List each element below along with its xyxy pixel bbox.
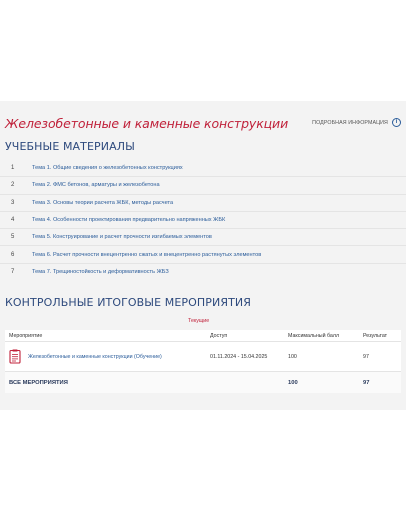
event-result: 97 (363, 353, 369, 360)
tab-current[interactable]: Текущие (188, 318, 210, 324)
material-number: 1 (11, 165, 15, 172)
material-row[interactable] (0, 229, 406, 246)
info-circle-icon[interactable]: i (392, 118, 401, 127)
col-access: Доступ (210, 332, 228, 339)
material-link[interactable]: Тема 3. Основы теории расчета ЖБК, методы расчета (32, 199, 174, 206)
col-result: Результат (363, 332, 388, 339)
course-header (5, 116, 401, 132)
event-max-score: 100 (288, 353, 297, 360)
details-link-label: ПОДРОБНАЯ ИНФОРМАЦИЯ (312, 119, 388, 126)
event-name-link[interactable]: Железобетонные и каменные конструкции (Обучение) (28, 353, 162, 360)
material-link[interactable]: Тема 2. ФМС бетонов, арматуры и железобетона (32, 182, 160, 189)
material-link[interactable]: Тема 1. Общие сведения о железобетонных конструкциях (32, 165, 183, 172)
material-row[interactable] (0, 195, 406, 212)
material-link[interactable]: Тема 4. Особенности проектирования предварительно напряженных ЖБК (32, 217, 226, 224)
material-row[interactable] (0, 177, 406, 194)
events-tabs (0, 318, 406, 330)
events-table (5, 330, 401, 393)
events-heading: КОНТРОЛЬНЫЕ ИТОГОВЫЕ МЕРОПРИЯТИЯ (5, 296, 251, 309)
event-access: 01.11.2024 - 15.04.2025 (210, 353, 268, 360)
materials-heading: УЧЕБНЫЕ МАТЕРИАЛЫ (5, 140, 135, 153)
material-number: 7 (11, 269, 15, 276)
material-row[interactable] (0, 246, 406, 263)
material-link[interactable]: Тема 5. Конструирование и расчет прочности изгибаемых элементов (32, 234, 212, 241)
col-max-score: Максимальный балл (288, 332, 340, 339)
material-number: 2 (11, 182, 15, 189)
materials-list (0, 160, 406, 281)
material-link[interactable]: Тема 6. Расчет прочности внецентренно сжатых и внецентренно растянутых элементов (32, 251, 262, 258)
material-row[interactable] (0, 264, 406, 281)
details-link[interactable] (312, 118, 401, 127)
total-max-score: 100 (288, 379, 298, 386)
total-label: ВСЕ МЕРОПРИЯТИЯ (9, 379, 68, 386)
material-number: 6 (11, 251, 15, 258)
material-number: 3 (11, 199, 15, 206)
total-result: 97 (363, 379, 370, 386)
material-number: 4 (11, 217, 15, 224)
table-total-row (5, 372, 401, 393)
material-link[interactable]: Тема 7. Трещиностойкость и деформативность ЖБЗ (32, 269, 169, 276)
col-event: Мероприятие (9, 332, 43, 339)
document-icon (9, 349, 21, 364)
table-header (5, 330, 401, 342)
material-row[interactable] (0, 160, 406, 177)
material-row[interactable] (0, 212, 406, 229)
material-number: 5 (11, 234, 15, 241)
course-title: Железобетонные и каменные конструкции (5, 116, 289, 131)
table-row[interactable] (5, 342, 401, 372)
